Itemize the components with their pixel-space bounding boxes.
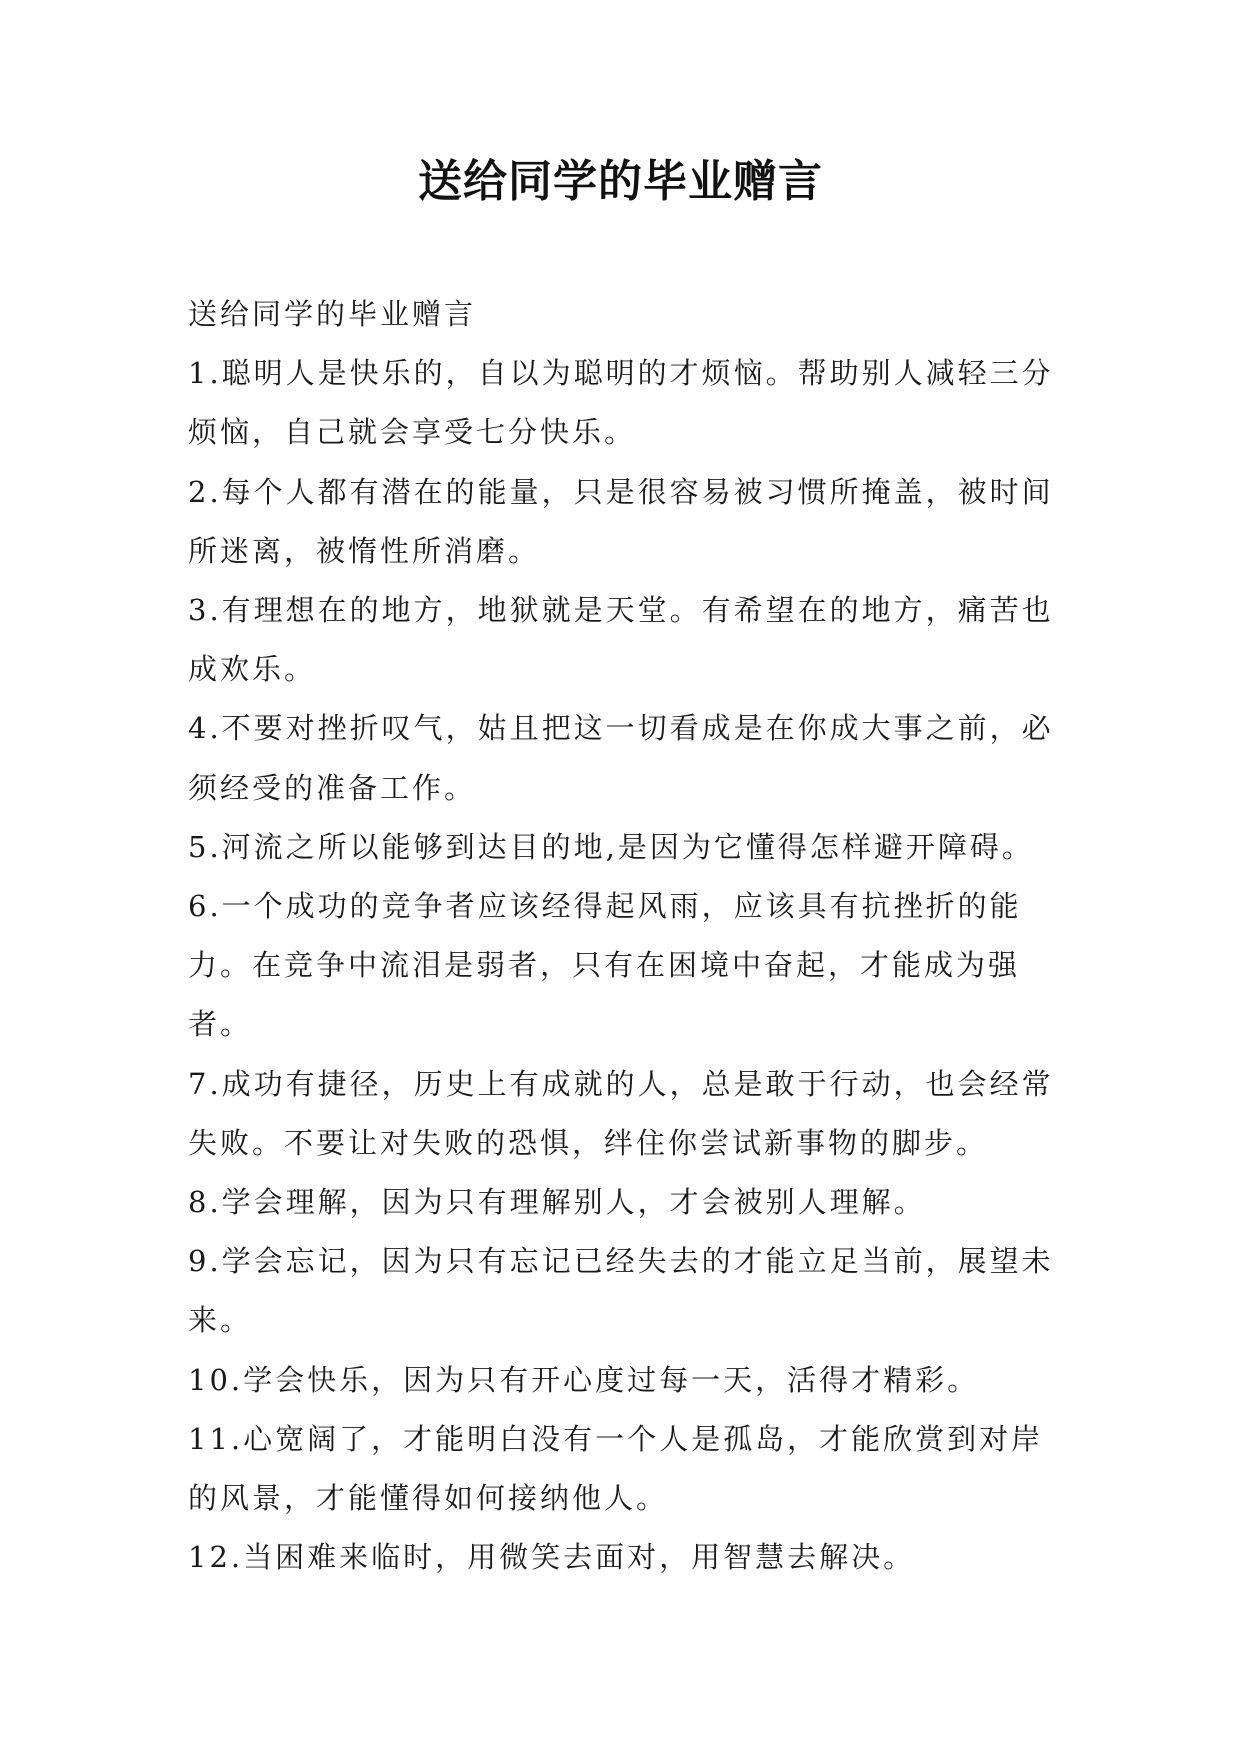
paragraph-9: 9.学会忘记，因为只有忘记已经失去的才能立足当前，展望未来。: [188, 1244, 1054, 1338]
paragraph-3: 3.有理想在的地方，地狱就是天堂。有希望在的地方，痛苦也成欢乐。: [188, 593, 1054, 687]
paragraph-8: 8.学会理解，因为只有理解别人，才会被别人理解。: [188, 1185, 926, 1220]
paragraph-11: 11.心宽阔了，才能明白没有一个人是孤岛，才能欣赏到对岸的风景，才能懂得如何接纳他人。: [188, 1421, 1044, 1516]
body-subtitle: 送给同学的毕业赠言: [188, 297, 477, 331]
paragraph-12: 12.当困难来临时，用微笑去面对，用智慧去解决。: [188, 1540, 916, 1575]
paragraph-10: 10.学会快乐，因为只有开心度过每一天，活得才精彩。: [188, 1362, 980, 1397]
document-body: [188, 285, 1056, 1587]
paragraph-2: 2.每个人都有潜在的能量，只是很容易被习惯所掩盖，被时间所迷离，被惰性所消磨。: [188, 474, 1054, 568]
paragraph-5: 5.河流之所以能够到达目的地,是因为它懂得怎样避开障碍。: [188, 829, 1034, 864]
paragraph-7: 7.成功有捷径，历史上有成就的人，总是敢于行动，也会经常失败。不要让对失败的恐惧，绊住你尝试新事物的脚步。: [188, 1066, 1054, 1160]
paragraph-4: 4.不要对挫折叹气，姑且把这一切看成是在你成大事之前，必须经受的准备工作。: [188, 711, 1054, 805]
paragraph-1: 1.聪明人是快乐的，自以为聪明的才烦恼。帮助别人减轻三分烦恼，自己就会享受七分快乐。: [188, 356, 1054, 450]
paragraph-6: 6.一个成功的竞争者应该经得起风雨，应该具有抗挫折的能力。在竞争中流泪是弱者，只有在困境中奋起，才能成为强者。: [188, 889, 1022, 1042]
document-title: 送给同学的毕业赠言: [418, 156, 823, 207]
